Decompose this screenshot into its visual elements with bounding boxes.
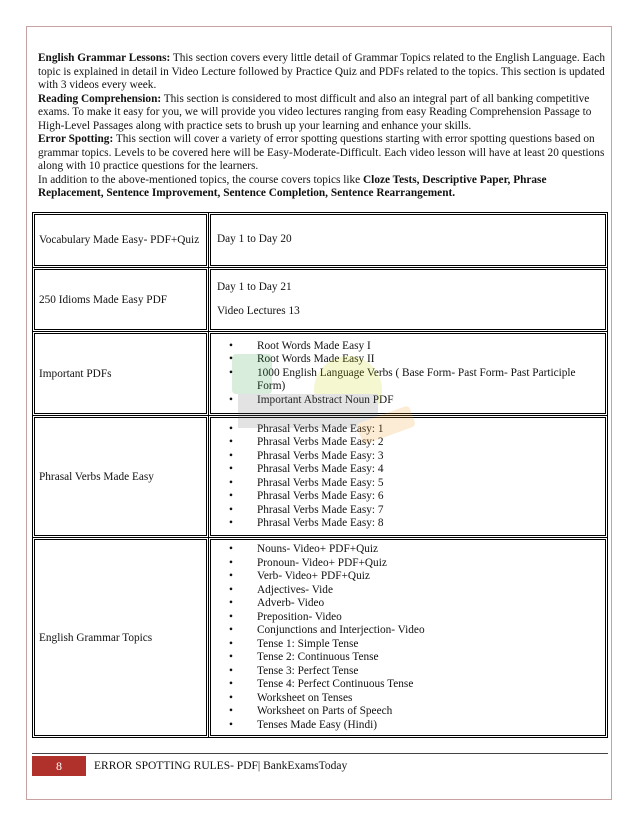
pdf-list xyxy=(217,340,599,408)
list-item: • Root Words Made Easy I xyxy=(245,340,599,354)
row-detail-vocabulary: Day 1 to Day 20 xyxy=(209,213,608,268)
row-detail-phrasal xyxy=(209,416,608,538)
list-item: • Adjectives- Vide xyxy=(245,584,599,598)
list-item: • Verb- Video+ PDF+Quiz xyxy=(245,570,599,584)
intro-label-reading: Reading Comprehension: xyxy=(38,92,162,105)
list-item: • 1000 English Language Verbs ( Base Form- Past Form- Past Participle Form) xyxy=(245,367,599,394)
list-item: • Preposition- Video xyxy=(245,611,599,625)
list-item: • Tense 1: Simple Tense xyxy=(245,638,599,652)
list-item: • Phrasal Verbs Made Easy: 7 xyxy=(245,504,599,518)
phrasal-list xyxy=(217,423,599,531)
list-item: • Important Abstract Noun PDF xyxy=(245,394,599,408)
row-detail-grammar xyxy=(209,538,608,738)
list-item: • Phrasal Verbs Made Easy: 6 xyxy=(245,490,599,504)
row-name-idioms: 250 Idioms Made Easy PDF xyxy=(33,268,209,332)
idioms-videos: Video Lectures 13 xyxy=(217,305,300,317)
intro-text-error: This section will cover a variety of error spotting questions starting with error spotting questions based on grammar topics. Levels to be covered here will be Easy-Moderate-Difficult. Each video lesson will have at least 20 questions along with 10 practice questions for the learners. xyxy=(38,133,605,172)
idioms-days: Day 1 to Day 21 xyxy=(217,280,292,293)
course-schedule-table xyxy=(32,212,608,738)
list-item: • Tense 3: Perfect Tense xyxy=(245,665,599,679)
list-item: • Nouns- Video+ PDF+Quiz xyxy=(245,543,599,557)
table-row xyxy=(33,332,608,416)
list-item: • Phrasal Verbs Made Easy: 5 xyxy=(245,477,599,491)
table-row xyxy=(33,213,608,268)
row-name-grammar: English Grammar Topics xyxy=(33,538,209,738)
intro-label-grammar: English Grammar Lessons: xyxy=(38,52,171,64)
row-name-phrasal: Phrasal Verbs Made Easy xyxy=(33,416,209,538)
list-item: • Tenses Made Easy (Hindi) xyxy=(245,719,599,733)
intro-paragraph-error xyxy=(38,133,606,174)
list-item: • Root Words Made Easy II xyxy=(245,353,599,367)
list-item: • Phrasal Verbs Made Easy: 3 xyxy=(245,450,599,464)
list-item: • Phrasal Verbs Made Easy: 1 xyxy=(245,423,599,437)
list-item: • Worksheet on Parts of Speech xyxy=(245,705,599,719)
list-item: • Adverb- Video xyxy=(245,597,599,611)
list-item: • Pronoun- Video+ PDF+Quiz xyxy=(245,557,599,571)
list-item: • Tense 4: Perfect Continuous Tense xyxy=(245,678,599,692)
intro-section xyxy=(38,52,606,201)
grammar-list xyxy=(217,543,599,732)
intro-text-reading: This section is considered to most difficult and also an integral part of all banking competitive exams. To make it easy for you, we will provide you video lectures ranging from easy Reading Comprehension Passage to High-Level Passages along with practice sets to brush up your learning and enhance your skills. xyxy=(38,92,592,132)
table-row xyxy=(33,538,608,738)
intro-paragraph-grammar xyxy=(38,52,606,93)
list-item: • Worksheet on Tenses xyxy=(245,692,599,706)
list-item: • Phrasal Verbs Made Easy: 8 xyxy=(245,517,599,531)
intro-paragraph-reading xyxy=(38,93,606,134)
page-number: 8 xyxy=(56,759,62,773)
row-name-pdfs: Important PDFs xyxy=(33,332,209,416)
intro-text-additional: In addition to the above-mentioned topics, the course covers topics like xyxy=(38,173,364,186)
intro-label-error: Error Spotting: xyxy=(38,133,114,145)
list-item: • Conjunctions and Interjection- Video xyxy=(245,624,599,638)
row-detail-pdfs xyxy=(209,332,608,416)
footer-title: ERROR SPOTTING RULES- PDF| BankExamsToday xyxy=(94,760,348,772)
intro-paragraph-additional xyxy=(38,174,606,201)
footer-divider xyxy=(32,753,608,754)
list-item: • Phrasal Verbs Made Easy: 2 xyxy=(245,436,599,450)
row-name-vocabulary: Vocabulary Made Easy- PDF+Quiz xyxy=(33,213,209,268)
list-item: • Tense 2: Continuous Tense xyxy=(245,651,599,665)
intro-bold-topics: Cloze Tests, Descriptive Paper, Phrase Replacement, Sentence Improvement, Sentence Completion, Sentence Rearrangement. xyxy=(38,173,547,199)
intro-text-grammar: This section covers every little detail of Grammar Topics related to the English Language. Each topic is explained in detail in Video Lecture followed by Practice Quiz and PDFs related to the topics. This section is updated with 3 videos every week. xyxy=(38,52,606,91)
row-detail-idioms xyxy=(209,268,608,332)
list-item: • Phrasal Verbs Made Easy: 4 xyxy=(245,463,599,477)
table-row xyxy=(33,268,608,332)
table-row xyxy=(33,416,608,538)
